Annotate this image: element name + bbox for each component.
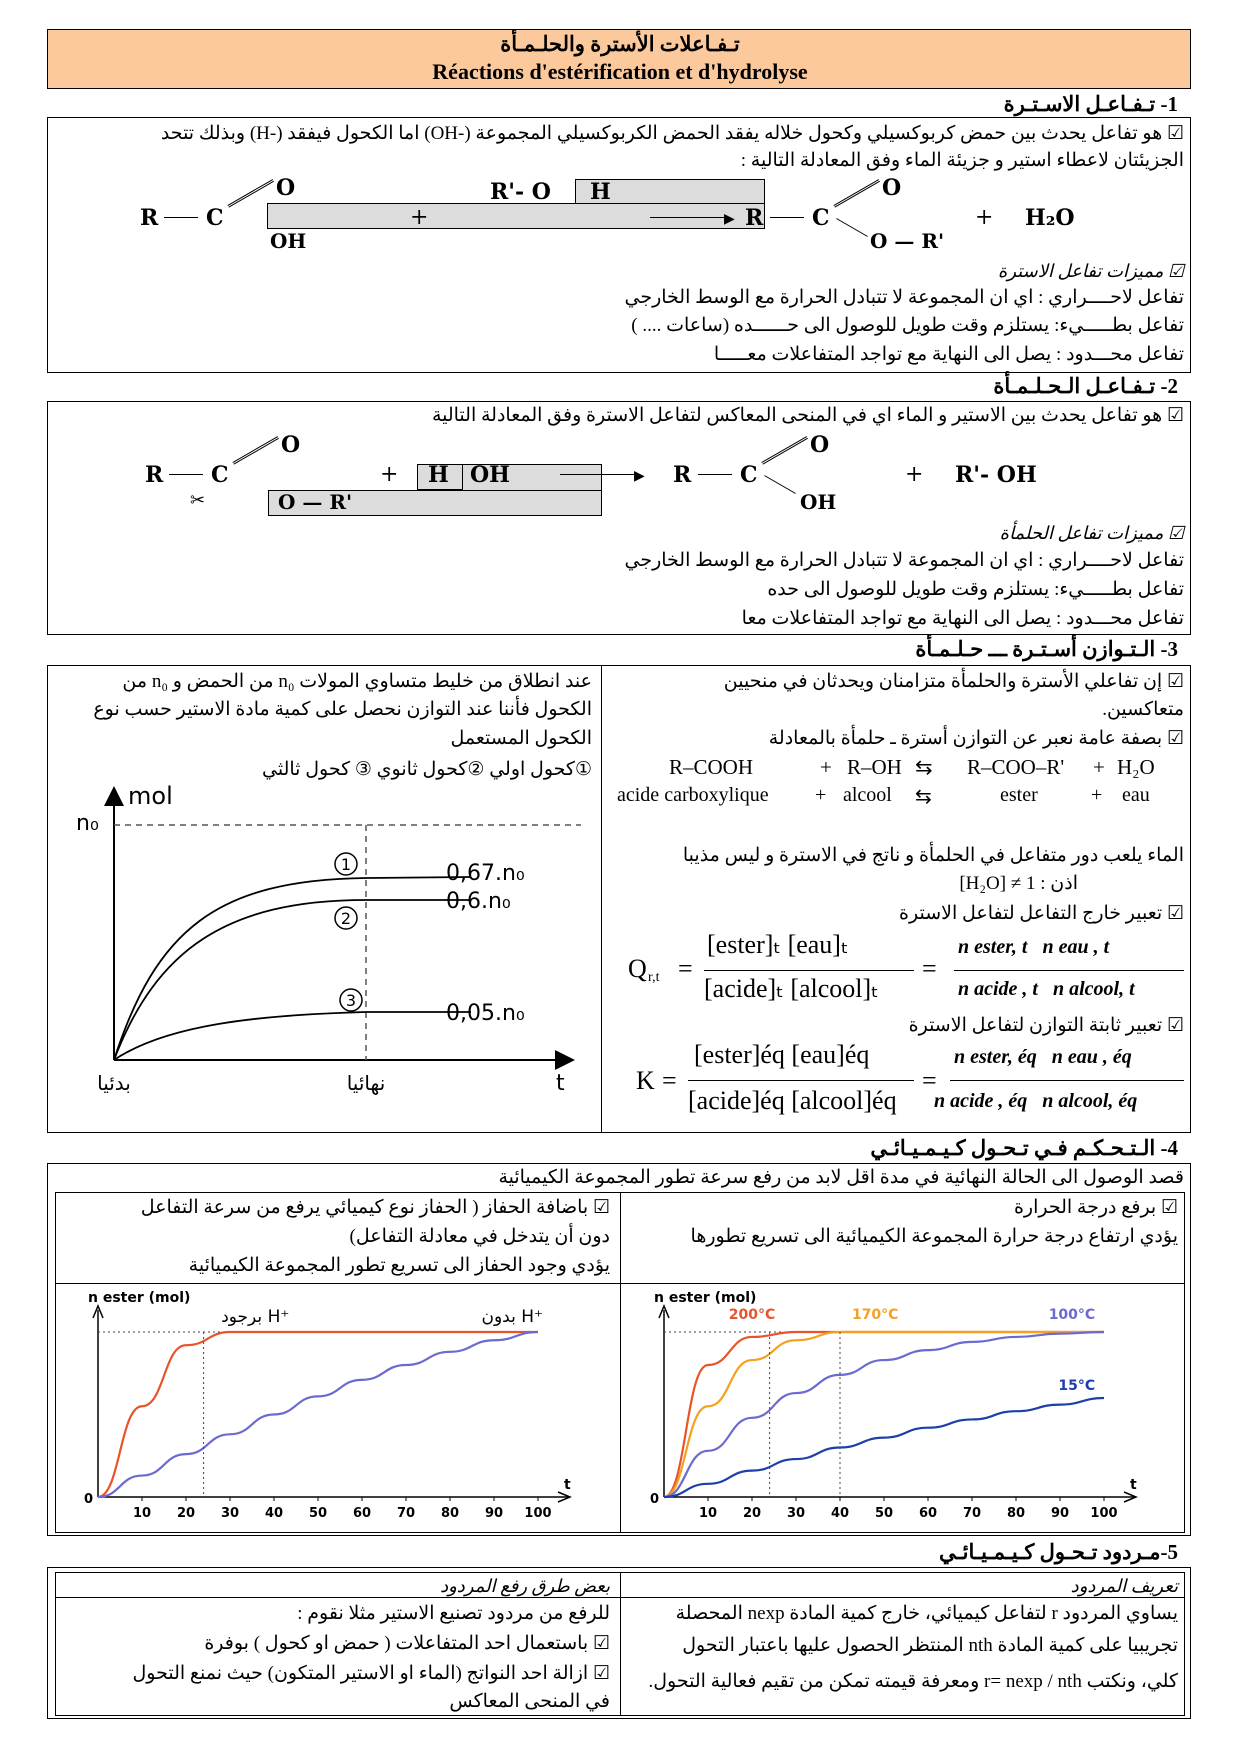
s2-p1: ☑ هو تفاعل يحدث بين الاستير و الماء اي في المنحى المعاكس لتفاعل الاسترة وفق المعادلة التالية (431, 405, 1184, 426)
s3-graph-v1: 0,67.n₀ (446, 861, 525, 886)
s1-eq-shade (267, 203, 765, 229)
s1-eq-bond1 (164, 217, 198, 218)
s2-eq-oh: OH (470, 462, 510, 488)
s3-l4: ①كحول اولي ②كحول ثانوي ③ كحول ثالثي (262, 759, 592, 780)
temp-label-1: 170°C (851, 1306, 899, 1323)
s3-q-num2: n ester, t n eau , t (958, 936, 1110, 958)
s2-eq-c1: C (211, 462, 229, 488)
s1-eq-arrow (650, 217, 730, 218)
s3-graph-n0: n₀ (76, 811, 99, 836)
cat-series-0 (98, 1332, 538, 1497)
s1-eq-alcohol: R'- O (490, 179, 551, 205)
s1-eq-double-bond2 (833, 179, 886, 219)
s3-graph-c2: 2 (340, 909, 352, 928)
s1-features-title: ☑ مميزات تفاعل الاسترة (997, 261, 1184, 281)
s2-eq-double-bond2 (761, 436, 814, 476)
s3-k-num: [ester]éq [eau]éq (694, 1040, 870, 1069)
s2-f1: تفاعل لاحــــراري : اي ان المجموعة لا تتبادل الحرارة مع الوسط الخارجي (624, 550, 1184, 571)
s3-eq1-d: H₂O (1117, 755, 1155, 779)
s2-features-title: ☑ مميزات تفاعل الحلمأة (999, 523, 1184, 543)
s3-r6: ☑ تعبير خارج التفاعل لتفاعل الاسترة (899, 903, 1184, 924)
s1-eq-o-top: O (276, 175, 296, 201)
s3-k-lhs: K (636, 1066, 655, 1095)
s1-eq-r2: R (745, 205, 764, 231)
s3-graph-xstart: بدئيا (97, 1071, 131, 1095)
s3-eq1-c: R–COO–R' (967, 755, 1065, 779)
s1-eq-bond2 (770, 217, 804, 218)
s3-graph (56, 780, 596, 1130)
s3-eq1-a: R–COOH (669, 755, 754, 779)
s4-left2: دون أن يتدخل في معادلة التفاعل) (349, 1226, 610, 1247)
s4-inner-hline (55, 1283, 1185, 1284)
s5-th-right: تعريف المردود (1070, 1576, 1178, 1596)
cat-tick-10: 10 (132, 1506, 152, 1521)
s3-k-den: [acide]éq [alcool]éq (688, 1086, 897, 1115)
s1-equation (130, 175, 1130, 255)
temp-series-1 (664, 1332, 1104, 1497)
s1-eq-water: H₂O (1025, 205, 1075, 231)
s3-k-bar2 (950, 1080, 1184, 1081)
s3-l2: الكحول فأننا عند التوازن نحصل على كمية مادة الاستير حسب نوع (93, 699, 592, 720)
s2-eq-h: H (428, 462, 449, 488)
temp-xlabel: t (1130, 1477, 1137, 1493)
s5-th-left: بعض طرق رفع المردود (440, 1576, 610, 1596)
s2-eq-bond1 (169, 474, 203, 475)
s3-r7: ☑ تعبير ثابتة التوازن لتفاعل الاسترة (908, 1015, 1184, 1036)
s3-q-den2: n acide , t n alcool, t (958, 978, 1135, 1000)
temp-tick-50: 50 (874, 1506, 894, 1521)
cat-label-with: برجود H⁺ (221, 1307, 290, 1327)
s3-q-lhs: Q (628, 954, 647, 983)
s1-eq-arrowhead: ▶ (724, 212, 735, 227)
s2-eq-alcohol: R'- OH (955, 462, 1037, 488)
s5-hline (55, 1597, 1185, 1598)
s2-eq-arrow (560, 474, 640, 475)
s3-eq1 (615, 755, 1185, 781)
s2-eq-c2: C (740, 462, 758, 488)
temperature-chart (624, 1285, 1182, 1530)
cat-tick-80: 80 (440, 1506, 460, 1521)
s4-right2: يؤدي ارتفاع درجة حرارة المجموعة الكيميائية الى تسريع تطورها (690, 1226, 1178, 1247)
s1-p1: ☑ هو تفاعل يحدث بين حمض كربوكسيلي وكحول خلاله يفقد الحمض الكربوكسيلي المجموعة (-OH) اما الكحول فيفقد (-H) وبذلك تتحد (160, 123, 1184, 144)
s3-q-expression (622, 930, 1187, 1020)
s3-q-bar (704, 970, 914, 971)
temp-tick-20: 20 (742, 1506, 762, 1521)
cat-tick-60: 60 (352, 1506, 372, 1521)
s4-inner-divider (620, 1192, 621, 1533)
s2-equation (140, 428, 1140, 518)
s3-q-eq2: = (922, 954, 937, 983)
s3-k-eq2: = (922, 1066, 937, 1095)
cat-tick-0: 0 (84, 1492, 94, 1507)
s3-divider (601, 665, 602, 1133)
s2-eq-o-top2: O (810, 432, 830, 458)
s1-eq-plus: + (410, 205, 429, 230)
s1-eq-r1: R (140, 205, 159, 231)
temp-series-0 (664, 1332, 1104, 1497)
s3-heading: 3- الـتـوازن أسـتـرة ـــ حـلـمـأة (915, 637, 1178, 661)
s2-eq-scissors-icon: ✂ (190, 490, 206, 510)
s3-eq2-p1: + (815, 784, 827, 806)
s3-r3: ☑ بصفة عامة نعبر عن التوازن أسترة ـ حلمأة بالمعادلة (768, 728, 1184, 749)
temp-label-3: 15°C (1058, 1377, 1096, 1394)
s3-eq2-d: eau (1122, 784, 1150, 806)
s3-curve-3 (114, 1012, 471, 1060)
s5-m3: ☑ ازالة احد النواتج (الماء او الاستير المتكون) حيث نمنع التحول (132, 1663, 610, 1684)
temp-tick-90: 90 (1050, 1506, 1070, 1521)
s5-divider (620, 1572, 621, 1716)
s2-eq-r2: R (673, 462, 692, 488)
s3-l1: عند انطلاق من خليط متساوي المولات n₀ من الحمض و n₀ من (122, 671, 592, 692)
catalyst-chart (58, 1285, 616, 1530)
temp-tick-40: 40 (830, 1506, 850, 1521)
s3-eq2-a: acide carboxylique (617, 784, 769, 806)
temp-tick-0: 0 (650, 1492, 660, 1507)
s5-heading: 5-مـردود تـحـول كـيـمـيـائـي (939, 1540, 1178, 1564)
s3-eq2-c: ester (1000, 784, 1038, 806)
s1-p2: الجزيئتان لاعطاء استير و جزيئة الماء وفق المعادلة التالية : (740, 150, 1184, 171)
s3-graph-ylabel: mol (128, 782, 173, 810)
temp-tick-30: 30 (786, 1506, 806, 1521)
s1-eq-c2: C (812, 205, 830, 231)
cat-tick-40: 40 (264, 1506, 284, 1521)
temp-label-0: 200°C (728, 1306, 776, 1323)
temp-tick-100: 100 (1090, 1506, 1118, 1521)
s3-k-eq: = (662, 1066, 677, 1095)
s5-d1: يساوي المردود r لتفاعل كيميائي، خارج كمية المادة nexp المحصلة (675, 1603, 1178, 1624)
temp-series-2 (664, 1332, 1104, 1497)
s3-l3: الكحول المستعمل (450, 728, 592, 749)
s5-m1: للرفع من مردود تصنيع الاستير مثلا نقوم : (297, 1603, 610, 1624)
s2-eq-r1: R (145, 462, 164, 488)
s2-eq-arrowhead: ▶ (634, 469, 645, 484)
s1-f1: تفاعل لاحــــراري : اي ان المجموعة لا تتبادل الحرارة مع الوسط الخارجي (624, 287, 1184, 308)
temp-ylabel: n ester (mol) (654, 1290, 757, 1306)
cat-ylabel: n ester (mol) (88, 1290, 191, 1306)
s1-eq-oh: OH (270, 229, 307, 253)
s4-left1: ☑ باضافة الحفاز ( الحفاز نوع كيميائي يرفع من سرعة التفاعل (140, 1197, 610, 1218)
s2-eq-o-r: O — R' (278, 490, 353, 514)
s3-r5: اذن : 1 ≠ [H₂O] (959, 873, 1078, 894)
s2-heading: 2- تـفـاعـل الـحـلـمـأة (993, 374, 1178, 398)
s1-heading: 1- تـفـاعـل الاسـتـرة (1003, 92, 1178, 116)
cat-tick-90: 90 (484, 1506, 504, 1521)
s2-eq-plus: + (380, 462, 399, 487)
s5-d2: تجريبيا على كمية المادة nth المنتظر الحصول عليها باعتبار التحول (682, 1635, 1178, 1656)
cat-series-1 (98, 1332, 538, 1497)
s3-eq2-arrow: ⇆ (915, 786, 932, 808)
s5-d3: كلي، ونكتب r= nexp / nth ومعرفة قيمته تمكن من تقيم فعالية التحول. (648, 1671, 1178, 1692)
s3-eq1-p2: + (1093, 755, 1105, 779)
s1-eq-o-r: O — R' (870, 229, 945, 253)
cat-tick-70: 70 (396, 1506, 416, 1521)
s3-k-bar (688, 1080, 914, 1081)
s2-eq-o-top: O (281, 432, 301, 458)
s1-eq-plus2: + (975, 205, 994, 230)
s5-m4: في المنحى المعاكس (449, 1691, 610, 1712)
s3-eq1-b: R–OH (847, 755, 902, 779)
s3-eq2-p2: + (1091, 784, 1103, 806)
s3-r2: متعاكسين. (1102, 699, 1184, 720)
s3-eq2-b: alcool (843, 784, 892, 806)
s2-eq-bond2 (698, 474, 732, 475)
temp-tick-70: 70 (962, 1506, 982, 1521)
s3-q-sub: r,t (648, 970, 660, 985)
s3-k-num2: n ester, éq n eau , éq (954, 1046, 1132, 1068)
s3-graph-v2: 0,6.n₀ (446, 889, 511, 914)
s3-r1: ☑ إن تفاعلي الأسترة والحلمأة متزامنان ويحدثان في منحيين (723, 671, 1184, 692)
s3-q-num: [ester]ₜ [eau]ₜ (707, 930, 849, 959)
s2-eq-double-bond (232, 436, 285, 476)
s1-f3: تفاعل محـــدود : يصل الى النهاية مع تواجد المتفاعلات معـــــا (713, 344, 1184, 365)
s4-left3: يؤدي وجود الحفاز الى تسريع تطور المجموعة الكيميائية (188, 1255, 610, 1276)
s3-eq1-p1: + (820, 755, 832, 779)
cat-tick-50: 50 (308, 1506, 328, 1521)
s4-intro: قصد الوصول الى الحالة النهائية في مدة اقل لابد من رفع سرعة تطور المجموعة الكيميائية (498, 1167, 1184, 1188)
s3-graph-v3: 0,05.n₀ (446, 1001, 525, 1026)
temp-tick-10: 10 (698, 1506, 718, 1521)
temp-tick-60: 60 (918, 1506, 938, 1521)
s1-f2: تفاعل بطـــــيء: يستلزم وقت طويل للوصول الى حــــــده (ساعات .... ) (631, 315, 1184, 336)
s3-r4: الماء يلعب دور متفاعل في الحلمأة و ناتج في الاسترة و ليس مذيبا (682, 845, 1184, 866)
temp-label-2: 100°C (1048, 1306, 1096, 1323)
s1-eq-bond3 (836, 218, 868, 237)
s3-q-den: [acide]ₜ [alcool]ₜ (704, 974, 879, 1003)
s3-q-eq: = (678, 954, 693, 983)
s2-eq-oh2: OH (800, 490, 837, 514)
s3-graph-xend: نهائيا (346, 1071, 386, 1095)
s2-eq-bond3 (764, 475, 796, 494)
s3-k-expression (622, 1040, 1187, 1130)
s1-eq-c1: C (206, 205, 224, 231)
cat-tick-30: 30 (220, 1506, 240, 1521)
s2-f2: تفاعل بطـــــيء: يستلزم وقت طويل للوصول الى حده (767, 579, 1184, 600)
s3-eq2 (615, 784, 1185, 810)
cat-tick-20: 20 (176, 1506, 196, 1521)
title-fr: Réactions d'estérification et d'hydrolyse (432, 59, 808, 84)
s3-graph-xlabel: t (556, 1071, 565, 1096)
s1-eq-h: H (590, 179, 611, 205)
s5-m2: ☑ باستعمال احد المتفاعلات ( حمض او كحول ) بوفرة (204, 1633, 610, 1654)
cat-xlabel: t (564, 1477, 571, 1493)
temp-series-3 (664, 1398, 1104, 1497)
s3-q-bar2 (954, 970, 1184, 971)
s3-graph-c3: 3 (345, 991, 357, 1010)
cat-tick-100: 100 (524, 1506, 552, 1521)
s2-eq-plus2: + (905, 462, 924, 487)
s4-heading: 4- الـتـحـكـم فـي تـحـول كـيـمـيـائـي (870, 1136, 1178, 1160)
s3-graph-c1: 1 (340, 855, 352, 874)
s4-right1: ☑ برفع درجة الحرارة (1013, 1197, 1178, 1218)
temp-tick-80: 80 (1006, 1506, 1026, 1521)
s2-f3: تفاعل محـــدود : يصل الى النهاية مع تواجد المتفاعلات معا (741, 608, 1184, 629)
s3-eq1-arrow: ⇆ (915, 755, 933, 779)
cat-label-without: بدون H⁺ (481, 1307, 543, 1327)
title-ar: تـفـاعلات الأسترة والحلـمـأة (500, 32, 740, 56)
s3-k-den2: n acide , éq n alcool, éq (934, 1090, 1138, 1112)
s1-eq-o-top2: O (882, 175, 902, 201)
